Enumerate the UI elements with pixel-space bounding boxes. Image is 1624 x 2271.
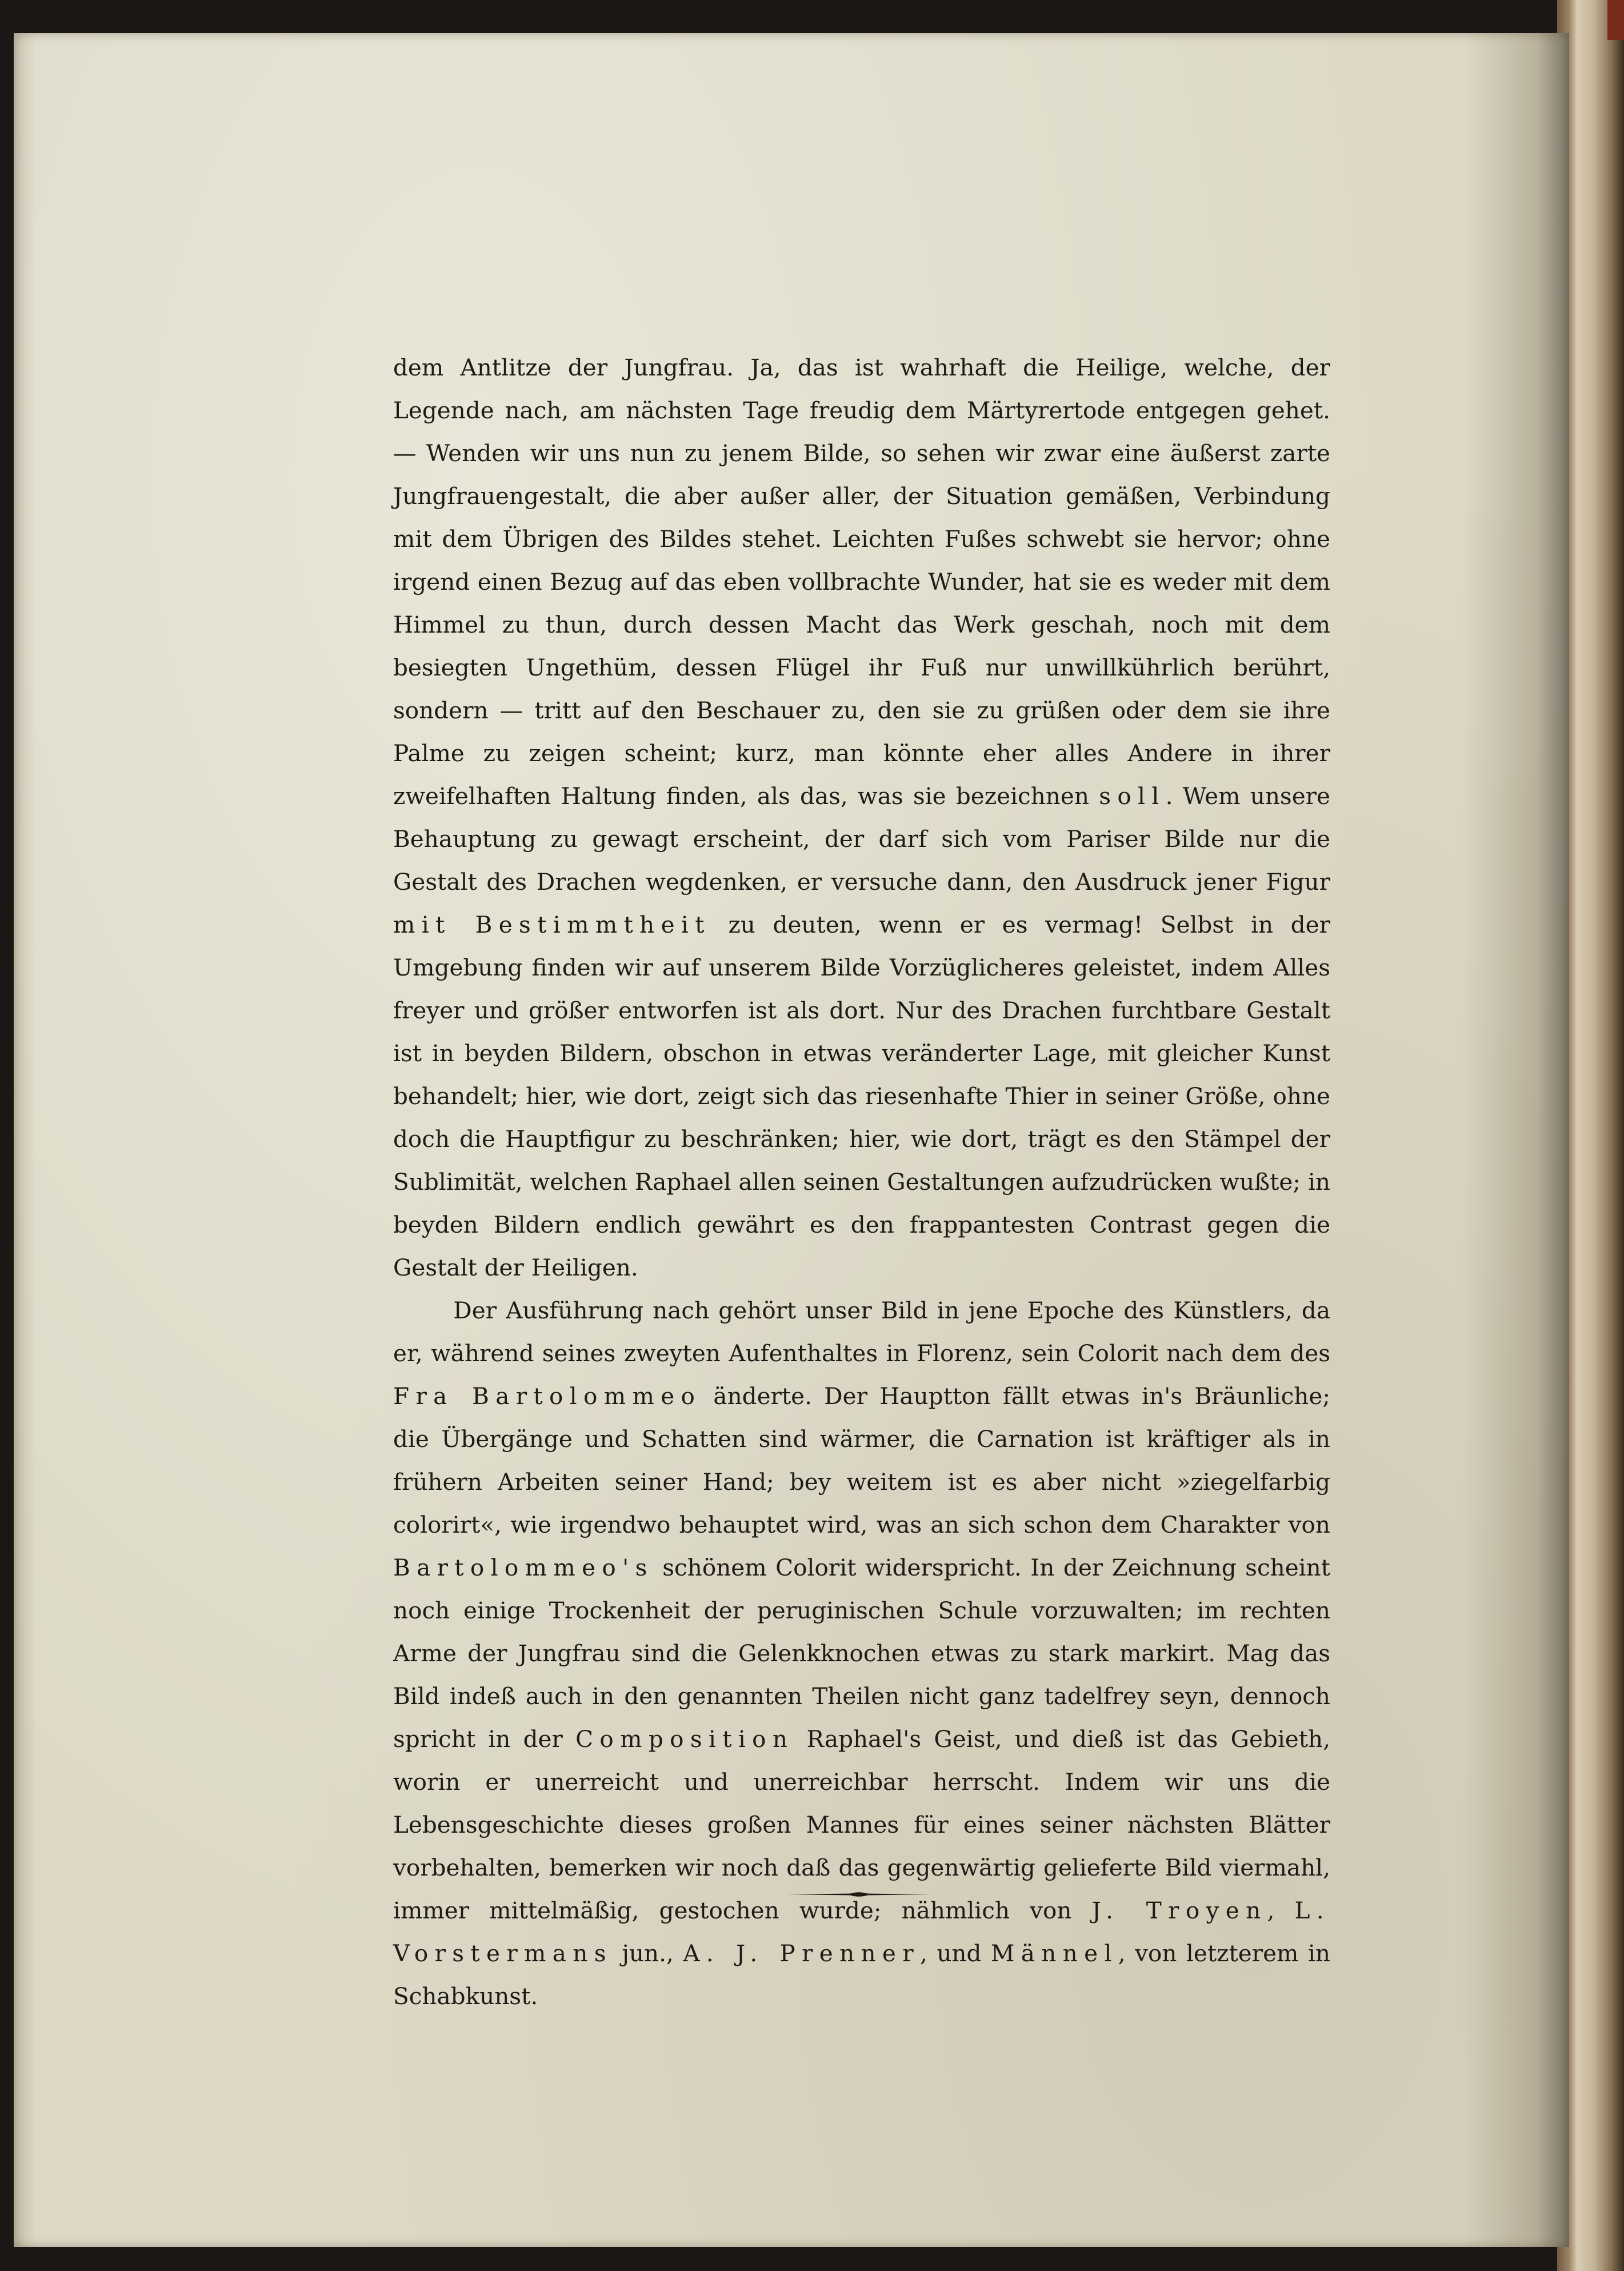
text-run: , und bbox=[919, 1940, 991, 1967]
text-run: dem Antlitze der Jungfrau. Ja, das ist wahrhaft die Heilige, welche, der Legende nach, am nächsten Tage freudig dem Märtyrertode entgegen gehet. — Wenden wir uns nun zu jenem Bilde, so sehen wir zwar eine äußerst zarte Jungfrauengestalt, die aber außer aller, der Situation gemäßen, Verbindung mit dem Übrigen des Bildes stehet. Leichten Fußes schwebt sie hervor; ohne irgend einen Bezug auf das eben vollbrachte Wunder, hat sie es weder mit dem Himmel zu thun, durch dessen Macht das Werk geschah, noch mit dem besiegten Ungethüm, dessen Flügel ihr Fuß nur unwillkührlich berührt, sondern — tritt auf den Beschauer zu, den sie zu grüßen oder dem sie ihre Palme zu zeigen scheint; kurz, man könnte eher alles Andere in ihrer zweifelhaften Haltung finden, als das, was sie bezeichnen bbox=[393, 354, 1330, 810]
text-run: änderte. Der Hauptton fällt etwas in's Bräunliche; die Übergänge und Schatten sind wärmer, die Carnation ist kräftiger als in frühern Arbeiten seiner Hand; bey weitem ist es aber nicht »ziegelfarbig colorirt«, wie irgendwo behauptet wird, was an sich schon dem Charakter von bbox=[393, 1382, 1330, 1538]
emphasized-name: Bartolommeo's bbox=[393, 1554, 654, 1581]
emphasized-name: Männel bbox=[990, 1940, 1118, 1967]
emphasized-name: A. J. Prenner bbox=[683, 1940, 920, 1967]
text-run: schönem Colorit widerspricht. In der Zeichnung scheint noch einige Trockenheit der peruginischen Schule vorzuwalten; im rechten Arme der Jungfrau sind die Gelenkknochen etwas zu stark markirt. Mag das Bild indeß auch in den genannten Theilen nicht ganz tadelfrey seyn, dennoch spricht in der bbox=[393, 1554, 1330, 1753]
emphasized-name: mit Bestimmtheit bbox=[393, 911, 711, 938]
text-run: zu deuten, wenn er es vermag! Selbst in der Umgebung finden wir auf unserem Bilde Vorzüglicheres geleistet, indem Alles freyer und größer entworfen ist als dort. Nur des Drachen furchtbare Gestalt ist in beyden Bildern, obschon in etwas veränderter Lage, mit gleicher Kunst behandelt; hier, wie dort, zeigt sich das riesenhafte Thier in seiner Größe, ohne doch die Hauptfigur zu beschränken; hier, wie dort, trägt es den Stämpel der Sublimität, welchen Raphael allen seinen Gestaltungen aufzudrücken wußte; in beyden Bildern endlich gewährt es den frappantesten Contrast gegen die Gestalt der Heiligen. bbox=[393, 911, 1330, 1281]
emphasized-name: L. Vorstermans bbox=[393, 1897, 1330, 1967]
text-run: Raphael's Geist, und dieß ist das Gebieth, worin er unerreicht und unerreichbar herrscht. Indem wir uns die Lebensgeschichte dieses großen Mannes für eines seiner nächsten Blätter vorbehalten, bemerken wir noch daß das gegenwärtig gelieferte Bild viermahl, immer mittelmäßig, gestochen wurde; nähmlich von bbox=[393, 1725, 1330, 1924]
text-run: Der Ausführung nach gehört unser Bild in jene Epoche des Künstlers, da er, während seines zweyten Aufenthaltes in Florenz, sein Colorit nach dem des bbox=[393, 1297, 1330, 1367]
text-run: , von letzterem in Schabkunst. bbox=[393, 1940, 1330, 2010]
emphasized-name: soll bbox=[1099, 782, 1166, 810]
text-run: . Wem unsere Behauptung zu gewagt erscheint, der darf sich vom Pariser Bilde nur die Gestalt des Drachen wegdenken, er versuche dann, den Ausdruck jener Figur bbox=[393, 782, 1330, 895]
end-ornament-rule bbox=[787, 1890, 930, 1898]
emphasized-name: J. Troyen bbox=[1091, 1897, 1267, 1924]
paragraph bbox=[393, 1289, 1330, 2018]
text-run: , bbox=[1267, 1897, 1295, 1924]
body-text bbox=[393, 346, 1330, 2018]
paragraph bbox=[393, 346, 1330, 1289]
emphasized-name: Fra Bartolommeo bbox=[393, 1382, 702, 1410]
gutter-shadow bbox=[1463, 33, 1569, 2247]
text-run: jun., bbox=[612, 1940, 683, 1967]
emphasized-name: Composition bbox=[575, 1725, 794, 1753]
